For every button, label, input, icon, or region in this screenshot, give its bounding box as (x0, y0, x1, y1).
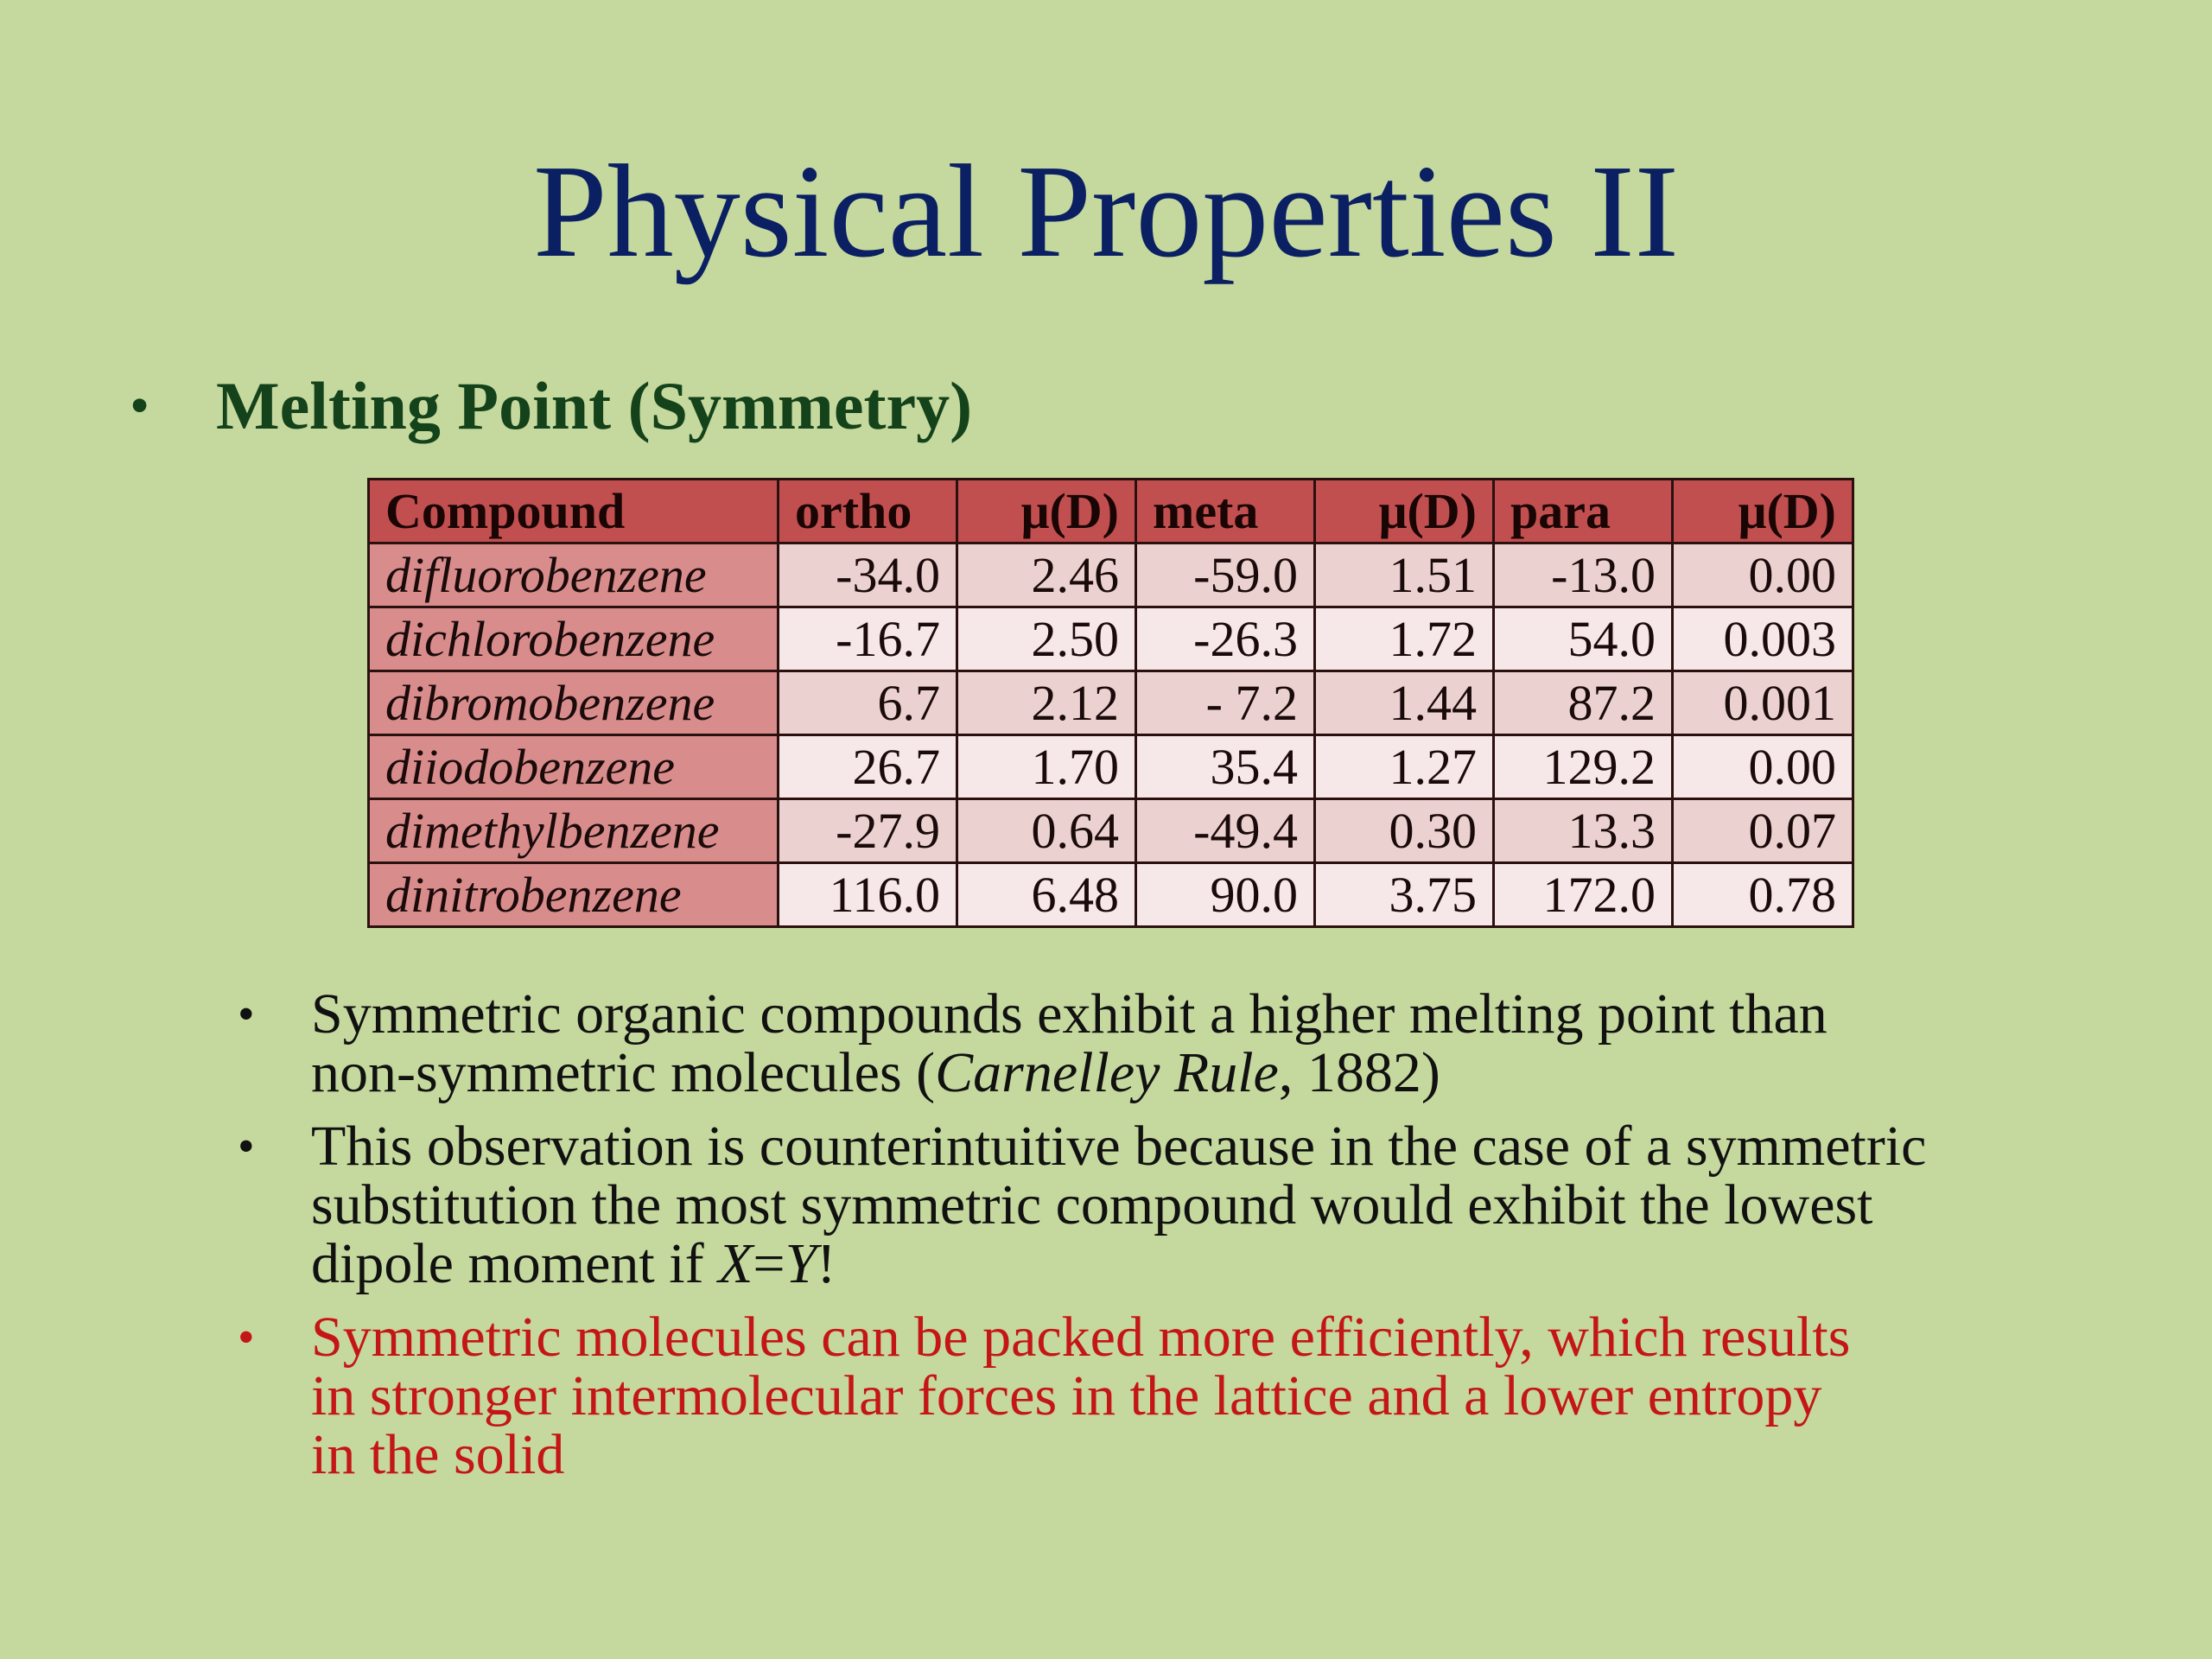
table-row (369, 799, 1853, 863)
para-dipole: 0.00 (1673, 543, 1853, 607)
bullet-icon: • (238, 1120, 255, 1173)
para-mp: 87.2 (1494, 671, 1673, 735)
meta-dipole: 1.51 (1315, 543, 1494, 607)
para-mp: 13.3 (1494, 799, 1673, 863)
bullet-text: dipole moment if (311, 1232, 719, 1295)
ortho-dipole: 6.48 (957, 863, 1136, 927)
meta-dipole: 0.30 (1315, 799, 1494, 863)
compound-name: dinitrobenzene (369, 863, 779, 927)
compound-name: dichlorobenzene (369, 607, 779, 671)
ortho-dipole: 2.46 (957, 543, 1136, 607)
meta-mp: -49.4 (1136, 799, 1315, 863)
bullet-carnelley-rule (238, 982, 2173, 1104)
bullet-text: non-symmetric molecules ( (311, 1041, 936, 1104)
table-row (369, 863, 1853, 927)
section-heading (130, 363, 972, 449)
bullet-line (311, 1041, 2173, 1104)
ortho-dipole: 0.64 (957, 799, 1136, 863)
bullet-list (238, 982, 2173, 1499)
meta-dipole: 1.44 (1315, 671, 1494, 735)
section-heading-text: Melting Point (Symmetry) (216, 368, 973, 443)
bullet-line: Symmetric molecules can be packed more efficiently, which results (311, 1306, 1851, 1369)
bullet-line: in the solid (311, 1423, 565, 1486)
meta-mp: 35.4 (1136, 735, 1315, 799)
ortho-mp: -16.7 (779, 607, 957, 671)
table-header-row (369, 480, 1853, 543)
para-dipole: 0.78 (1673, 863, 1853, 927)
compound-name: dibromobenzene (369, 671, 779, 735)
ortho-dipole: 2.12 (957, 671, 1136, 735)
meta-mp: -59.0 (1136, 543, 1315, 607)
carnelley-rule-term: Carnelley Rule (935, 1041, 1279, 1104)
header-meta-dipole: μ(D) (1315, 480, 1494, 543)
para-mp: 54.0 (1494, 607, 1673, 671)
bullet-line (311, 1232, 2173, 1295)
header-para: para (1494, 480, 1673, 543)
ortho-mp: 26.7 (779, 735, 957, 799)
meta-dipole: 1.27 (1315, 735, 1494, 799)
ortho-mp: -27.9 (779, 799, 957, 863)
para-mp: -13.0 (1494, 543, 1673, 607)
slide-title: Physical Properties II (533, 138, 1679, 285)
header-para-dipole: μ(D) (1673, 480, 1853, 543)
bullet-icon: • (238, 988, 255, 1041)
para-dipole: 0.00 (1673, 735, 1853, 799)
melting-point-table (367, 478, 1854, 928)
ortho-mp: -34.0 (779, 543, 957, 607)
ortho-dipole: 1.70 (957, 735, 1136, 799)
bullet-packing-efficiency (238, 1308, 2173, 1484)
bullet-line: in stronger intermolecular forces in the lattice and a lower entropy (311, 1364, 1822, 1427)
meta-mp: -26.3 (1136, 607, 1315, 671)
header-ortho: ortho (779, 480, 957, 543)
header-compound: Compound (369, 480, 779, 543)
variable-x: X (718, 1232, 753, 1295)
bullet-line: substitution the most symmetric compound would exhibit the lowest (311, 1173, 1873, 1236)
bullet-line: This observation is counterintuitive because in the case of a symmetric (311, 1115, 1927, 1178)
equals-sign: = (753, 1232, 785, 1295)
header-ortho-dipole: μ(D) (957, 480, 1136, 543)
meta-dipole: 3.75 (1315, 863, 1494, 927)
meta-mp: - 7.2 (1136, 671, 1315, 735)
bullet-counterintuitive (238, 1117, 2173, 1294)
para-dipole: 0.07 (1673, 799, 1853, 863)
ortho-mp: 116.0 (779, 863, 957, 927)
variable-y: Y (785, 1232, 817, 1295)
table-row (369, 735, 1853, 799)
bullet-icon: • (238, 1311, 255, 1364)
para-dipole: 0.001 (1673, 671, 1853, 735)
para-mp: 172.0 (1494, 863, 1673, 927)
header-meta: meta (1136, 480, 1315, 543)
bullet-line: Symmetric organic compounds exhibit a higher melting point than (311, 982, 1827, 1046)
para-dipole: 0.003 (1673, 607, 1853, 671)
bullet-icon: • (130, 374, 150, 437)
ortho-mp: 6.7 (779, 671, 957, 735)
bullet-text: , 1882) (1278, 1041, 1440, 1104)
table-row (369, 543, 1853, 607)
para-mp: 129.2 (1494, 735, 1673, 799)
compound-name: diiodobenzene (369, 735, 779, 799)
table-row (369, 671, 1853, 735)
compound-name: dimethylbenzene (369, 799, 779, 863)
ortho-dipole: 2.50 (957, 607, 1136, 671)
meta-mp: 90.0 (1136, 863, 1315, 927)
meta-dipole: 1.72 (1315, 607, 1494, 671)
table-row (369, 607, 1853, 671)
compound-name: difluorobenzene (369, 543, 779, 607)
bullet-text: ! (817, 1232, 836, 1295)
